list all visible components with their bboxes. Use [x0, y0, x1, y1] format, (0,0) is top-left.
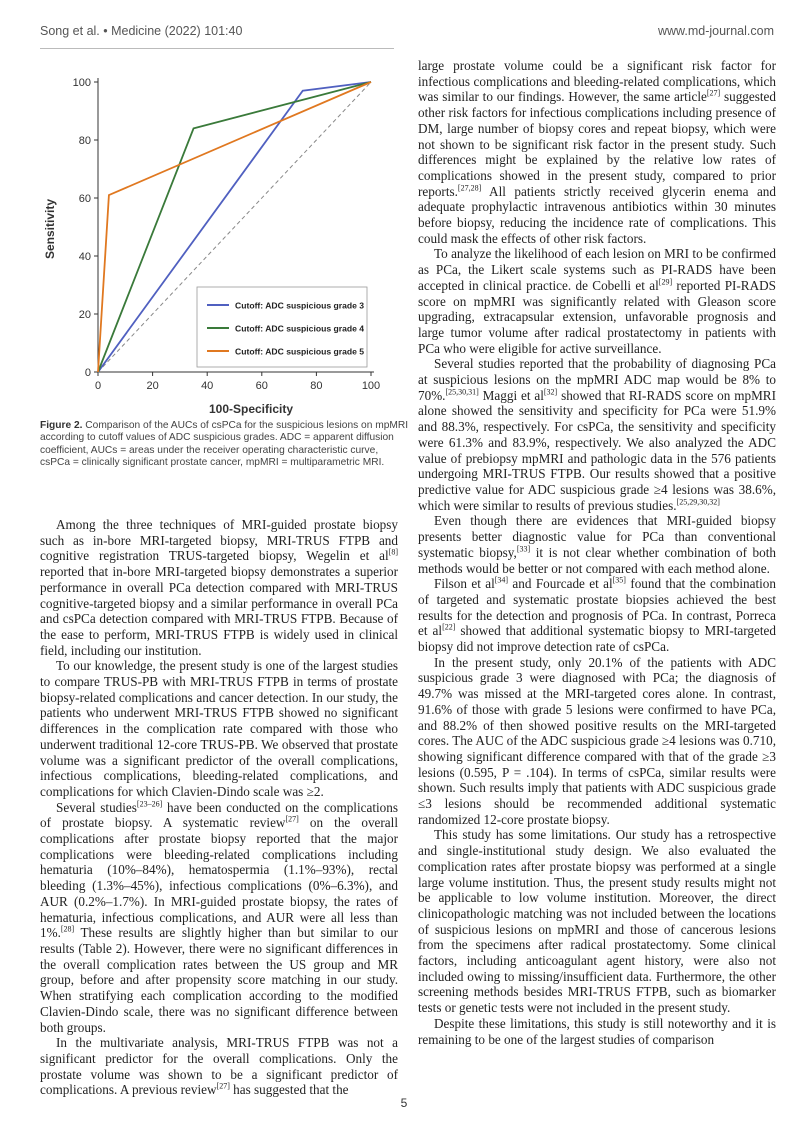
y-tick-label: 100	[72, 77, 91, 89]
journal-url: www.md-journal.com	[657, 24, 774, 38]
right-column-paragraph: large prostate volume could be a significant risk factor for infectious complications and bleeding-related complications, which was similar to our findings. However, the same article[27] suggested other risk factors for infectious complications including presence of DM, large number of biopsy cores and repeat biopsy, which were not shown to be significant risk factor in the present study. Such differences might be explained by the relative low rates of complications showed in the present study, compared to prior reports.[27,28] All patients strictly received glycerin enema and adequate prophylactic intravenous antibiotics within 30 minutes before biopsy, reducing the incidence rate of complications. This could mask the effects of other risk factors.	[418, 58, 776, 246]
y-tick-label: 40	[78, 251, 91, 263]
left-column-paragraph: To our knowledge, the present study is one of the largest studies to compare TRUS-PB with MRI-TRUS FTPB in terms of prostate biopsy-related complications and cancer detection. In our study, the patients who underwent MRI-TRUS FTPB showed no significant differences in the complication rate compared with those who underwent traditional 12-core TRUS-PB. We observed that prostate volume was a significant predictor of the overall complications, infectious complications, bleeding-related complications, and complications for which Clavien-Dindo scale was ≥2.	[40, 658, 398, 799]
right-column	[418, 58, 776, 1047]
legend-label: Cutoff: ADC suspicious grade 4	[235, 323, 365, 334]
running-header	[40, 24, 774, 44]
left-column-paragraph: Among the three techniques of MRI-guided prostate biopsy such as in-bore MRI-targeted biopsy, MRI-TRUS FTPB and cognitive registration TRUS-targeted biopsy, Wegelin et al[8] reported that in-bore MRI-targeted biopsy demonstrates a superior performance in overall PCa detection compared with MRI-TRUS cognitive-targeted biopsy and a similar performance in overall PCa and csPCa detection compared with MRI-TRUS FTPB. Because of the ease to perform, MRI-TRUS FTPB is widely used in clinical field, including our institution.	[40, 517, 398, 658]
x-tick-label: 0	[94, 380, 102, 392]
x-tick-label: 60	[255, 380, 268, 392]
x-tick-label: 40	[201, 380, 214, 392]
legend-label: Cutoff: ADC suspicious grade 3	[235, 300, 365, 311]
legend-label: Cutoff: ADC suspicious grade 5	[235, 346, 365, 357]
left-column	[40, 517, 398, 1098]
chart-legend	[197, 287, 367, 367]
header-divider	[40, 48, 394, 49]
roc-chart	[40, 58, 425, 418]
y-tick-label: 0	[84, 367, 91, 379]
figure-caption-text: Comparison of the AUCs of csPCa for the suspicious lesions on mpMRI according to cutoff values of ADC suspicious grades. ADC = apparent diffusion coefficient, AUCs = areas under the receiver operating characteristic curve, csPCa = clinically significant prostate cancer, mpMRI = multiparametric MRI.	[40, 420, 409, 469]
page-number: 5	[400, 1096, 408, 1110]
x-tick-label: 20	[146, 380, 159, 392]
right-column-paragraph: In the present study, only 20.1% of the patients with ADC suspicious grade 3 were diagnosed with PCa; the diagnosis of 49.7% was missed at the MRI-targeted cores alone. In contrast, 91.6% of those with grade 5 lesions were confirmed to have PCa, and 88.2% of then showed positive results on the MRI-targeted cores. The AUC of the ADC suspicious grade ≥4 lesions was 0.710, showing significant difference compared with that of the grade ≥3 lesions (0.595, P = .104). In terms of csPCa, similar results were shown. Such results imply that patients with ADC suspicious grade ≤3 lesions should be recommended additional systematic randomized 12-core prostate biopsy.	[418, 654, 776, 827]
right-column-paragraph: Despite these limitations, this study is still noteworthy and it is remaining to be one of the largest studies of comparison	[418, 1015, 776, 1047]
right-column-paragraph: This study has some limitations. Our study has a retrospective and single-institutional study design. We also evaluated the complication rates after prostate biopsy was performed at a single large volume institution. Thus, the present study results might not be applicable to low volume institution. Moreover, the direct clinicopathologic matching was not included between the locations of suspicious lesions on mpMRI and those of cancerous lesions from the specimens after radical prostatectomy. Some clinical factors, including anticoagulant agent history, were also not included owing to missing/insufficient data. Furthermore, the other screening methods besides MRI-TRUS FTPB, such as biomarker tests or genetic tests were not included in the present study.	[418, 827, 776, 1016]
x-tick-label: 100	[361, 380, 381, 392]
y-tick-label: 80	[78, 135, 91, 147]
right-column-paragraph: Filson et al[34] and Fourcade et al[35] found that the combination of targeted and systematic prostate biopsies achieved the best results for the detection and prognosis of PCa. In contrast, Porreca et al[22] showed that additional systematic biopsy to MRI-targeted biopsy did not improve detection rate of csPCa.	[418, 575, 776, 655]
left-column-paragraph: In the multivariate analysis, MRI-TRUS FTPB was not a significant predictor for the overall complications. Only the prostate volume was shown to be a significant predictor of complications. A previous review[27] has suggested that the	[40, 1035, 398, 1098]
figure-caption	[40, 420, 410, 470]
y-tick-label: 20	[78, 309, 91, 321]
figure-label: Figure 2.	[40, 420, 83, 431]
right-column-paragraph: To analyze the likelihood of each lesion on MRI to be confirmed as PCa, the Likert scale systems such as PI-RADS have been accepted in clinical practice. de Cobelli et al[29] reported PI-RADS score on mpMRI was significantly related with Gleason score upgrading, extracapsular extension, unfavorable prognosis and large tumor volume after radical prostatectomy in patients with PCa who were eligible for active surveillance.	[418, 246, 776, 356]
right-column-paragraph: Several studies reported that the probability of diagnosing PCa at suspicious lesions on the mpMRI ADC map would be 8% to 70%.[25,30,31] Maggi et al[32] showed that RI-RADS score on mpMRI alone showed the sensitivity and specificity for PCa were 51.9% and 88.3%, respectively. For csPCa, the sensitivity and specificity were 61.3% and 83.9%, respectively. We also analyzed the ADC value of prebiopsy mpMRI and pathologic data in the 576 patients undergoing MRI-TRUS FTPB. Our results showed that a positive predictive value for ADC suspicious grade ≥4 lesions was 38.6%, which were similar to results of previous studies.[25,29,30,32]	[418, 356, 776, 513]
x-tick-label: 80	[310, 380, 323, 392]
left-column-paragraph: Several studies[23–26] have been conducted on the complications of prostate biopsy. A systematic review[27] on the overall complications after prostate biopsy reported that the major complications were bleeding-related complications including hematuria (10%–84%), hematospermia (1.1%–93%), rectal bleeding (1.3%–45%), infectious complications (0%–6.3%), and AUR (0.2%–1.7%). In MRI-guided prostate biopsy, the rates of hematuria, infectious complications, and AUR were all less than 1%.[28] These results are slightly higher than but similar to our results (Table 2). However, there were no significant differences in the overall complication rates between the US group and MR group, before and after propensity score matching in our study. When stratifying each complication according to the modified Clavien-Dindo scale, there was no significant difference between both groups.	[40, 799, 398, 1035]
right-column-paragraph: Even though there are evidences that MRI-guided biopsy presents better diagnostic value for PCa than conventional systematic biopsy,[33] it is not clear whether combination of both methods would be better or not compared with each method alone.	[418, 513, 777, 576]
journal-citation: Song et al. • Medicine (2022) 101:40	[40, 24, 243, 38]
y-tick-label: 60	[78, 193, 91, 205]
y-axis-label: Sensitivity	[43, 198, 57, 260]
x-axis-label: 100-Specificity	[208, 402, 294, 416]
